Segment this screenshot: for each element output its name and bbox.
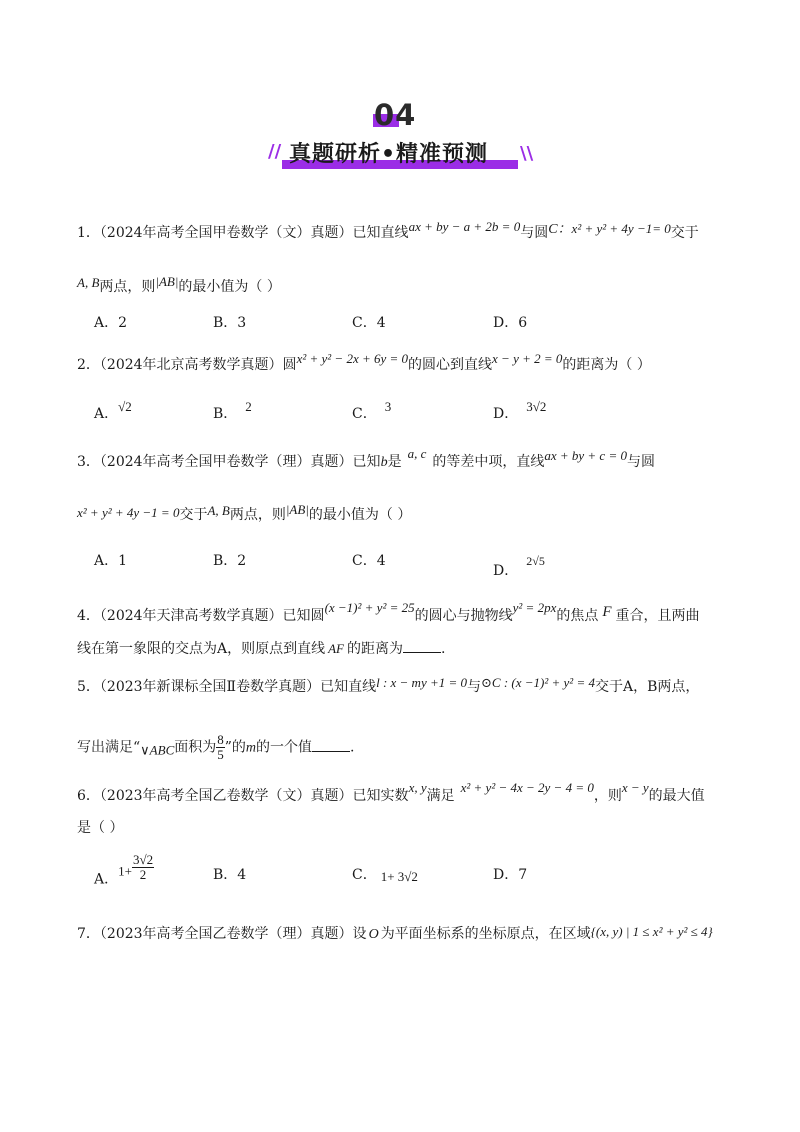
question-text: .	[441, 641, 446, 657]
option-label: D．	[493, 563, 519, 579]
circle-equation: x² + y² + 4y −1= 0	[571, 221, 671, 236]
question-source: （2023年高考全国乙卷数学（文）真题）已知实数	[99, 788, 409, 804]
q1-option-b[interactable]: B．3	[213, 315, 247, 331]
option-value: 3√2	[526, 399, 547, 414]
segment-length: |AB|	[155, 274, 179, 289]
option-value: √2	[118, 399, 132, 414]
q6-option-c[interactable]	[352, 865, 418, 887]
triangle-label: ∨ABC	[140, 742, 175, 758]
question-source: （2024年高考全国甲卷数学（文）真题）已知直线	[99, 225, 409, 241]
answer-blank[interactable]	[403, 638, 441, 653]
question-text: 是	[387, 454, 402, 470]
circle-equation: ⊙C : (x −1)² + y² = 4	[481, 675, 595, 690]
option-label: A．	[94, 406, 119, 422]
question-text: ，则	[593, 788, 622, 804]
q6-option-d[interactable]: D．7	[493, 867, 528, 883]
line-equation: l : x − my +1 = 0	[376, 675, 468, 690]
section-number: 04	[374, 98, 417, 132]
question-6-line-2: 是（ ）	[77, 820, 124, 836]
question-text: 的距离为（ ）	[562, 357, 651, 373]
question-number: 2．	[77, 357, 100, 373]
circle-equation: x² + y² + 4y −1 = 0	[77, 505, 180, 520]
option-label: B．	[213, 406, 238, 422]
question-number: 6．	[77, 788, 100, 804]
region-set: {(x, y) | 1 ≤ x² + y² ≤ 4}	[590, 924, 713, 939]
question-number: 7．	[77, 926, 100, 942]
question-text: 重合，且两曲	[615, 608, 700, 624]
question-text: ”的	[224, 739, 246, 756]
line-equation: x − y + 2 = 0	[492, 351, 563, 366]
q2-option-b[interactable]	[213, 397, 252, 424]
option-value: 3	[384, 399, 392, 414]
area-fraction	[216, 733, 225, 762]
question-text: 为平面坐标系的坐标原点，在区域	[380, 926, 591, 942]
option-fraction	[132, 853, 154, 882]
title-left-mark: //	[268, 141, 282, 162]
question-text: 交于	[179, 507, 208, 523]
question-text: 的圆心与抛物线	[414, 608, 513, 624]
question-text: 的最小值为（ ）	[308, 507, 412, 523]
circle-equation: (x −1)² + y² = 25	[324, 600, 415, 615]
q1-option-a[interactable]: A．2	[94, 315, 128, 331]
line-af: AF	[328, 641, 344, 656]
question-7-line-1	[77, 922, 713, 945]
line-equation: ax + by + c = 0	[544, 448, 627, 463]
option-label: A．	[94, 871, 119, 888]
q3-option-a[interactable]: A．1	[94, 553, 128, 569]
question-5-line-1	[77, 673, 699, 697]
q6-option-a[interactable]	[94, 853, 154, 890]
question-text: 交于A，B两点，	[594, 679, 700, 695]
option-value: 1+	[118, 863, 132, 879]
option-value: 2	[245, 399, 252, 414]
question-6-line-1	[77, 778, 705, 806]
circle-equation: x² + y² − 2x + 6y = 0	[296, 351, 409, 366]
points-label: A, B	[207, 503, 230, 518]
q3-option-b[interactable]: B．2	[213, 553, 247, 569]
variables-ac: a, c	[407, 446, 427, 461]
variable-b: b	[380, 455, 388, 470]
segment-length: |AB|	[285, 502, 309, 517]
question-text: 两点，则	[229, 507, 286, 523]
question-text: 两点，则	[99, 279, 156, 295]
question-text: 面积为	[174, 739, 217, 756]
constraint-equation: x² + y² − 4x − 2y − 4 = 0	[460, 780, 594, 795]
question-text: 的距离为	[347, 641, 403, 657]
question-source: （2023年新课标全国Ⅱ卷数学真题）已知直线	[99, 679, 377, 695]
line-equation: ax + by − a + 2b = 0	[408, 219, 521, 234]
question-source: （2024年北京高考数学真题）圆	[99, 357, 297, 373]
fraction-numerator: 3√2	[132, 852, 154, 867]
question-text: 与	[467, 679, 482, 695]
answer-blank[interactable]	[312, 737, 350, 752]
points-label: A, B	[77, 275, 100, 290]
question-source: （2023年高考全国乙卷数学（理）真题）设	[99, 926, 367, 942]
option-value: 1+ 3√2	[380, 869, 418, 884]
q3-option-d[interactable]	[493, 551, 545, 581]
variables-xy: x, y	[408, 780, 427, 795]
question-3-line-1	[77, 444, 655, 473]
q2-option-a[interactable]	[94, 397, 132, 424]
q6-option-b[interactable]: B．4	[213, 867, 247, 883]
q1-option-c[interactable]: C．4	[352, 315, 386, 331]
q2-option-d[interactable]	[493, 397, 546, 424]
section-title: 真题研析•精准预测	[289, 142, 489, 167]
question-number: 3．	[77, 454, 100, 470]
question-number: 1．	[77, 225, 100, 241]
question-1-line-2	[77, 272, 281, 297]
origin-label: O	[368, 927, 379, 942]
circle-name: C：	[548, 222, 572, 237]
parabola-equation: y² = 2px	[512, 600, 557, 615]
question-source: （2024年高考全国甲卷数学（理）真题）已知	[99, 454, 381, 470]
target-expression: x − y	[621, 780, 649, 795]
fraction-denominator: 5	[217, 747, 224, 762]
question-2-line-1	[77, 349, 651, 375]
question-text: 线在第一象限的交点为A，则原点到直线	[77, 641, 326, 657]
option-label: D．	[493, 406, 519, 422]
focus-label: F	[602, 604, 612, 620]
title-right-mark: \\	[520, 143, 534, 164]
question-number: 5．	[77, 679, 100, 695]
question-text: 的最大值	[648, 788, 705, 804]
question-text: 满足	[426, 788, 455, 804]
question-text: 的最小值为（ ）	[178, 279, 281, 295]
question-text: .	[350, 739, 355, 756]
question-1-line-1	[77, 217, 699, 243]
fraction-numerator: 8	[217, 732, 224, 747]
question-text: 的一个值	[256, 739, 313, 756]
question-text: 与圆	[520, 225, 549, 241]
q2-option-c[interactable]	[352, 397, 391, 424]
fraction-denominator: 2	[139, 867, 147, 882]
question-text: 写出满足“	[77, 739, 141, 756]
question-text: 的焦点	[556, 608, 599, 624]
question-number: 4．	[77, 608, 100, 624]
question-3-line-2	[77, 500, 411, 525]
question-text: 的圆心到直线	[408, 357, 493, 373]
option-label: C．	[352, 406, 377, 422]
question-5-line-2	[77, 733, 355, 762]
option-label: C．	[352, 867, 377, 883]
question-4-line-1	[77, 598, 700, 626]
q1-option-d[interactable]: D．6	[493, 315, 528, 331]
option-value: 2√5	[526, 554, 545, 568]
question-source: （2024年天津高考数学真题）已知圆	[99, 608, 325, 624]
question-4-line-2	[77, 638, 445, 659]
variable-m: m	[245, 740, 257, 756]
question-text: 的等差中项，直线	[432, 454, 545, 470]
q3-option-c[interactable]: C．4	[352, 553, 386, 569]
question-text: 与圆	[626, 454, 655, 470]
question-text: 交于	[670, 225, 699, 241]
